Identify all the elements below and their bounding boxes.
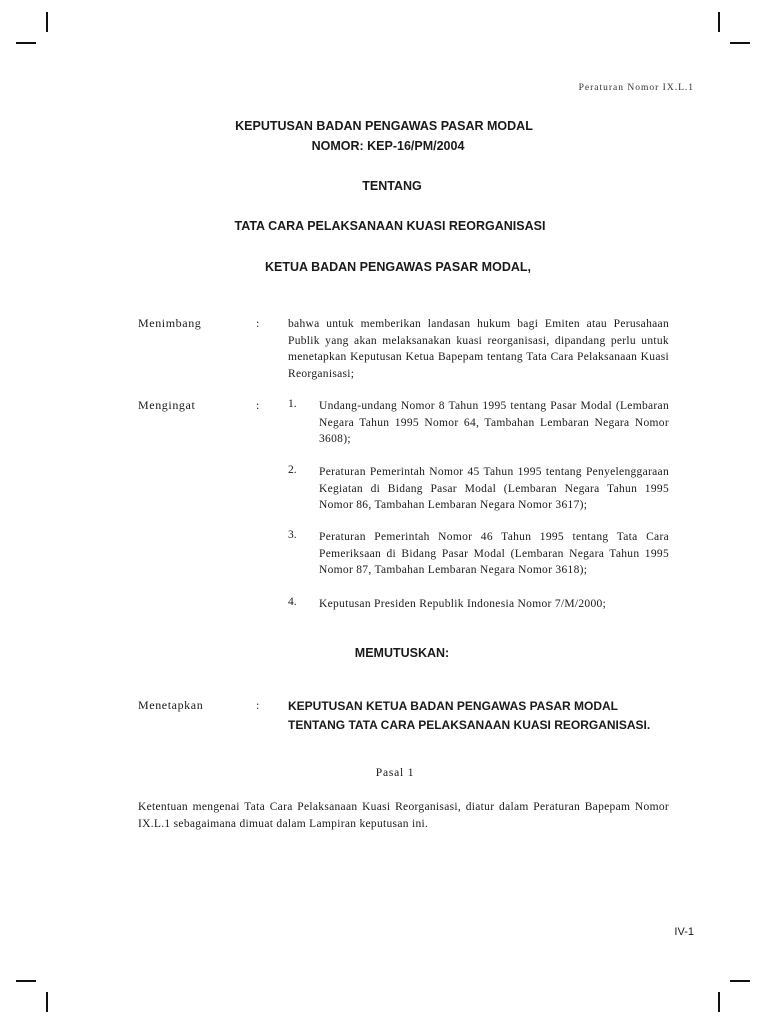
mengingat-item-2-number: 2. — [288, 464, 297, 476]
mengingat-colon: : — [256, 398, 260, 412]
menimbang-label: Menimbang — [138, 316, 202, 330]
mengingat-item-2-text: Peraturan Pemerintah Nomor 45 Tahun 1995 tentang Penyelenggaraan Kegiatan di Bidang Pasar Modal (Lembaran Negara Tahun 1995 Nomor 86, Tambahan Lembaran Negara Nomor 3617); — [319, 466, 669, 511]
mengingat-item-4-number: 4. — [288, 596, 297, 608]
crop-mark-bottom-right-h — [730, 980, 750, 982]
pasal-text: Ketentuan mengenai Tata Cara Pelaksanaan Kuasi Reorganisasi, diatur dalam Peraturan Bapepam Nomor IX.L.1 sebagaimana dimuat dalam Lampiran keputusan ini. — [138, 801, 669, 830]
title-tentang: TENTANG — [362, 179, 422, 193]
menimbang-text: bahwa untuk memberikan landasan hukum bagi Emiten atau Perusahaan Publik yang akan melaksanakan kuasi reorganisasi, dipandang perlu untuk menetapkan Keputusan Ketua Bapepam tentang Tata Cara Pelaksanaan Kuasi Reorganisasi; — [288, 318, 669, 380]
mengingat-item-1-number: 1. — [288, 398, 297, 410]
mengingat-item-3-text: Peraturan Pemerintah Nomor 46 Tahun 1995 tentang Tata Cara Pemeriksaan di Bidang Pasar Modal (Lembaran Negara Tahun 1995 Nomor 87, Tambahan Lembaran Negara Nomor 3618); — [319, 531, 669, 576]
crop-mark-bottom-right-v — [718, 992, 720, 1012]
crop-mark-top-right-h — [730, 42, 750, 44]
running-header: Peraturan Nomor IX.L.1 — [578, 83, 694, 93]
title-line-1: KEPUTUSAN BADAN PENGAWAS PASAR MODAL — [235, 119, 533, 133]
mengingat-item-3-number: 3. — [288, 529, 297, 541]
mengingat-label: Mengingat — [138, 398, 196, 412]
crop-mark-top-left-h — [16, 42, 36, 44]
mengingat-item-4-text: Keputusan Presiden Republik Indonesia Nomor 7/M/2000; — [319, 598, 607, 610]
menetapkan-colon: : — [256, 698, 260, 712]
menetapkan-label: Menetapkan — [138, 698, 204, 712]
crop-mark-bottom-left-v — [46, 992, 48, 1012]
pasal-heading: Pasal 1 — [375, 767, 415, 779]
crop-mark-top-left-v — [46, 12, 48, 32]
crop-mark-bottom-left-h — [16, 980, 36, 982]
title-subject: TATA CARA PELAKSANAAN KUASI REORGANISASI — [234, 219, 546, 233]
menimbang-colon: : — [256, 316, 260, 330]
page-number: IV-1 — [674, 926, 694, 938]
mengingat-item-1-text: Undang-undang Nomor 8 Tahun 1995 tentang Pasar Modal (Lembaran Negara Tahun 1995 Nomor 64, Tambahan Lembaran Negara Nomor 3608); — [319, 400, 669, 445]
title-line-2: NOMOR: KEP-16/PM/2004 — [311, 139, 465, 153]
title-authority: KETUA BADAN PENGAWAS PASAR MODAL, — [265, 260, 531, 274]
crop-mark-top-right-v — [718, 12, 720, 32]
memutuskan-heading: MEMUTUSKAN: — [354, 646, 450, 660]
menetapkan-text: KEPUTUSAN KETUA BADAN PENGAWAS PASAR MODAL TENTANG TATA CARA PELAKSANAAN KUASI REORGANISASI. — [288, 699, 651, 732]
